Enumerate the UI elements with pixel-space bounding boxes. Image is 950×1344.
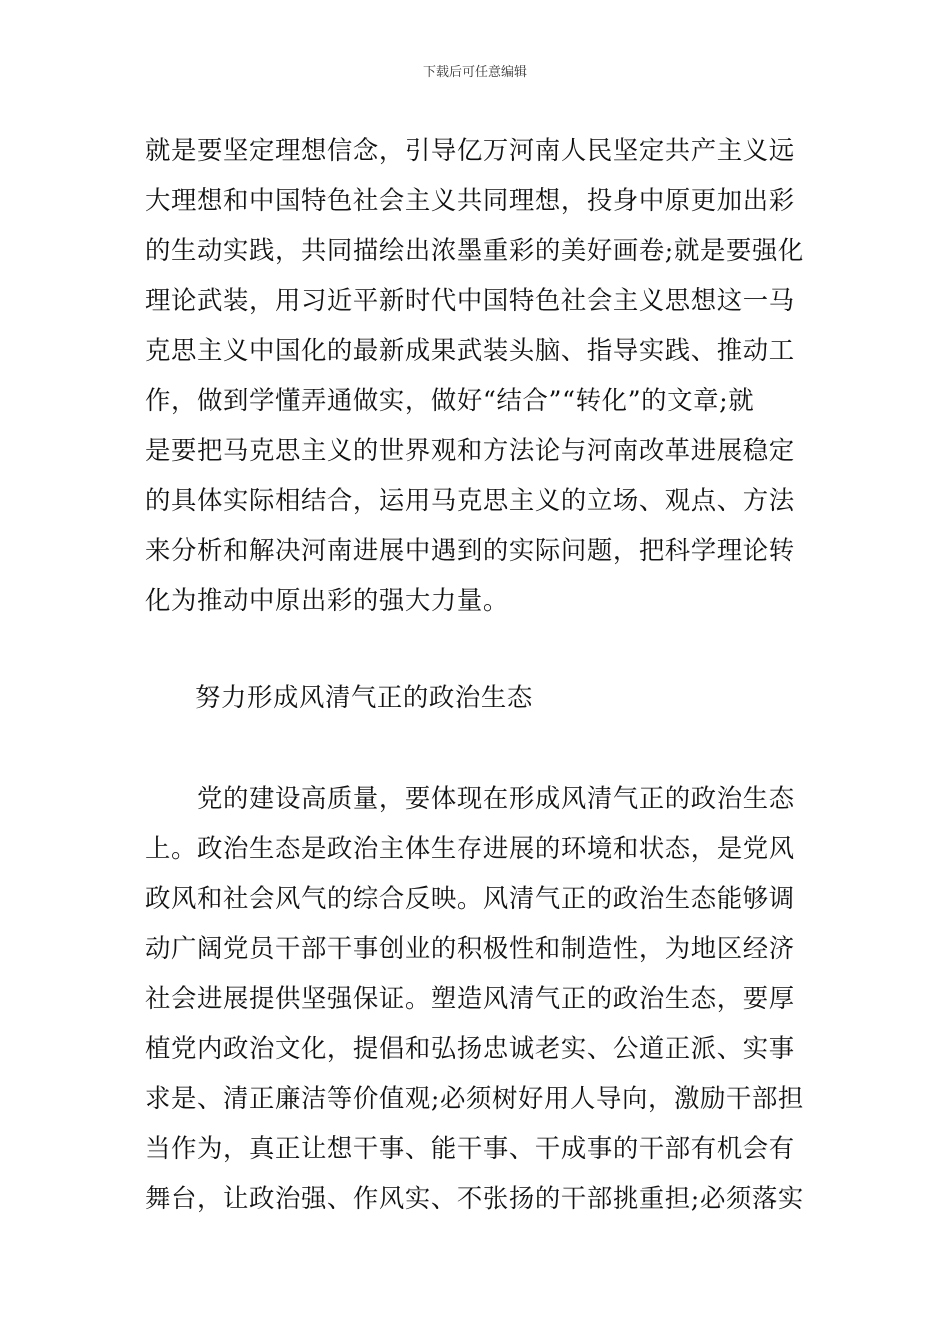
paragraph-line: 作，做到学懂弄通做实，做好“结合”“转化”的文章;就: [145, 385, 755, 415]
section-heading: 努力形成风清气正的政治生态: [195, 682, 533, 712]
paragraph-line: 当作为，真正让想干事、能干事、干成事的干部有机会有: [145, 1133, 795, 1163]
paragraph-line: 政风和社会风气的综合反映。风清气正的政治生态能够调: [145, 883, 795, 913]
paragraph-line: 舞台，让政治强、作风实、不张扬的干部挑重担;必须落实: [145, 1183, 804, 1213]
paragraph-line: 理论武装，用习近平新时代中国特色社会主义思想这一马: [145, 285, 795, 315]
paragraph-line: 的具体实际相结合，运用马克思主义的立场、观点、方法: [145, 485, 795, 515]
paragraph-1: [145, 125, 807, 625]
paragraph-line: 来分析和解决河南进展中遇到的实际问题，把科学理论转: [145, 535, 795, 565]
paragraph-line: 社会进展提供坚强保证。塑造风清气正的政治生态，要厚: [145, 983, 795, 1013]
paragraph-line: 的生动实践，共同描绘出浓墨重彩的美好画卷;就是要强化: [145, 235, 804, 265]
paragraph-line: 就是要坚定理想信念，引导亿万河南人民坚定共产主义远: [145, 135, 795, 165]
paragraph-2: [145, 773, 807, 1223]
paragraph-line: 植党内政治文化，提倡和弘扬忠诚老实、公道正派、实事: [145, 1033, 795, 1063]
paragraph-line: 上。政治生态是政治主体生存进展的环境和状态，是党风: [145, 833, 795, 863]
paragraph-line: 克思主义中国化的最新成果武装头脑、指导实践、推动工: [145, 335, 795, 365]
paragraph-line: 化为推动中原出彩的强大力量。: [145, 585, 509, 615]
page-header: 下载后可任意编辑: [422, 65, 527, 80]
paragraph-line: 大理想和中国特色社会主义共同理想，投身中原更加出彩: [145, 185, 795, 215]
paragraph-line: 是要把马克思主义的世界观和方法论与河南改革进展稳定: [145, 435, 795, 465]
paragraph-line: 党的建设高质量，要体现在形成风清气正的政治生态: [145, 783, 795, 813]
paragraph-line: 求是、清正廉洁等价值观;必须树好用人导向，激励干部担: [145, 1083, 804, 1113]
paragraph-line: 动广阔党员干部干事创业的积极性和制造性，为地区经济: [145, 933, 795, 963]
